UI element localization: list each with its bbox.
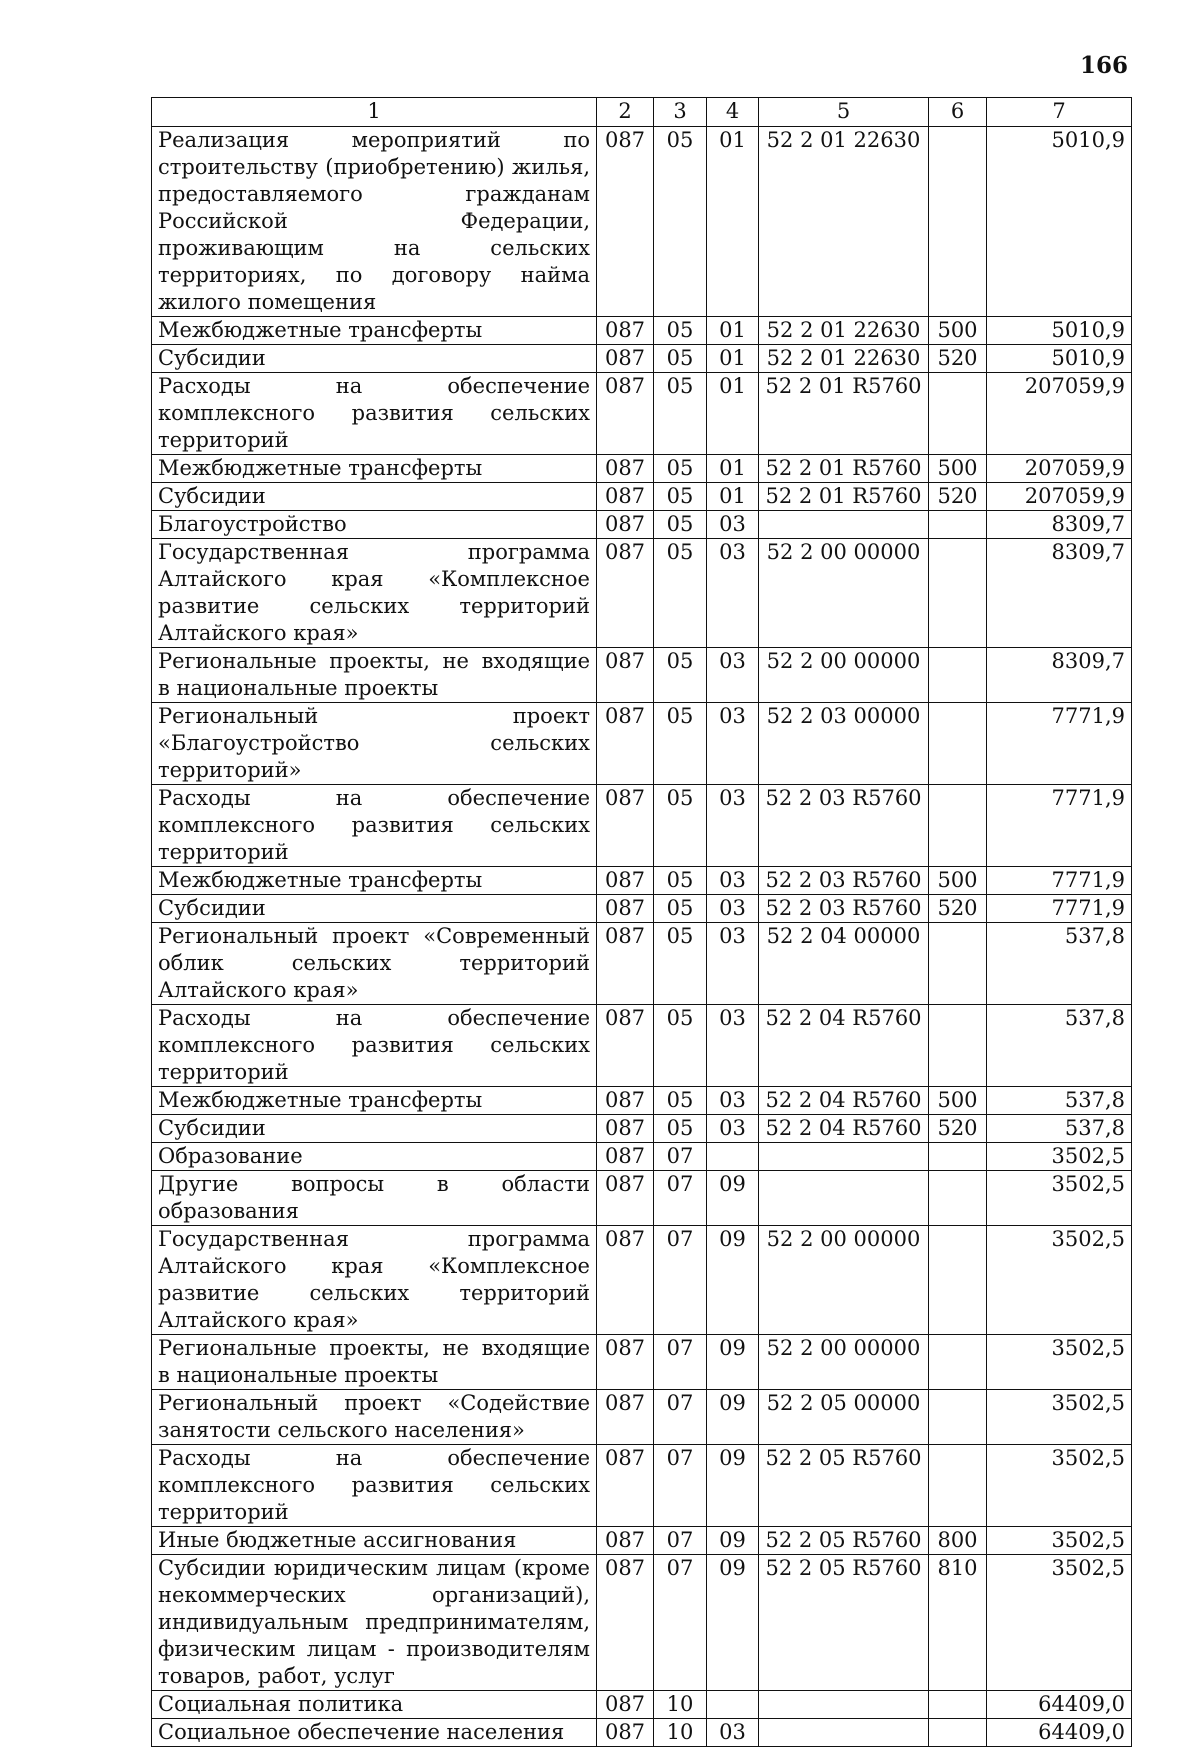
table-row	[152, 785, 1132, 867]
cell-amount: 7771,9	[987, 895, 1132, 923]
cell-row-name: Расходы на обеспечение комплексного развития сельских территорий	[152, 373, 597, 455]
cell-target-article-code: 52 2 04 00000	[759, 923, 929, 1005]
cell-admin-code: 087	[597, 895, 654, 923]
cell-admin-code: 087	[597, 127, 654, 317]
cell-target-article-code: 52 2 05 R5760	[759, 1527, 929, 1555]
cell-amount: 8309,7	[987, 511, 1132, 539]
cell-section-code: 05	[654, 923, 707, 1005]
cell-expense-type-code	[929, 923, 987, 1005]
cell-target-article-code: 52 2 01 R5760	[759, 483, 929, 511]
table-row	[152, 1445, 1132, 1527]
cell-admin-code: 087	[597, 511, 654, 539]
cell-section-code: 07	[654, 1335, 707, 1390]
cell-expense-type-code: 520	[929, 345, 987, 373]
cell-section-code: 07	[654, 1171, 707, 1226]
cell-amount: 537,8	[987, 1115, 1132, 1143]
cell-subsection-code: 03	[707, 895, 759, 923]
cell-section-code: 05	[654, 867, 707, 895]
table-row	[152, 1226, 1132, 1335]
cell-target-article-code: 52 2 01 R5760	[759, 373, 929, 455]
cell-admin-code: 087	[597, 648, 654, 703]
table-row	[152, 895, 1132, 923]
cell-target-article-code: 52 2 05 R5760	[759, 1445, 929, 1527]
cell-section-code: 07	[654, 1143, 707, 1171]
cell-subsection-code: 01	[707, 345, 759, 373]
cell-expense-type-code	[929, 539, 987, 648]
cell-amount: 3502,5	[987, 1226, 1132, 1335]
cell-row-name: Региональные проекты, не входящие в национальные проекты	[152, 1335, 597, 1390]
cell-admin-code: 087	[597, 785, 654, 867]
cell-target-article-code	[759, 1719, 929, 1747]
cell-section-code: 05	[654, 127, 707, 317]
table-row	[152, 648, 1132, 703]
cell-expense-type-code: 500	[929, 1087, 987, 1115]
cell-subsection-code: 09	[707, 1527, 759, 1555]
cell-admin-code: 087	[597, 867, 654, 895]
cell-target-article-code: 52 2 00 00000	[759, 1335, 929, 1390]
cell-amount: 7771,9	[987, 703, 1132, 785]
table-row	[152, 1691, 1132, 1719]
cell-target-article-code: 52 2 03 R5760	[759, 785, 929, 867]
cell-subsection-code: 03	[707, 511, 759, 539]
cell-admin-code: 087	[597, 923, 654, 1005]
cell-target-article-code: 52 2 00 00000	[759, 1226, 929, 1335]
cell-amount: 64409,0	[987, 1719, 1132, 1747]
cell-target-article-code: 52 2 05 00000	[759, 1390, 929, 1445]
cell-admin-code: 087	[597, 539, 654, 648]
column-header: 3	[654, 98, 707, 127]
table-row	[152, 1335, 1132, 1390]
cell-amount: 3502,5	[987, 1335, 1132, 1390]
cell-target-article-code	[759, 1691, 929, 1719]
cell-admin-code: 087	[597, 373, 654, 455]
cell-expense-type-code	[929, 1143, 987, 1171]
cell-amount: 537,8	[987, 923, 1132, 1005]
cell-target-article-code	[759, 1171, 929, 1226]
cell-admin-code: 087	[597, 1719, 654, 1747]
cell-subsection-code: 03	[707, 648, 759, 703]
cell-target-article-code: 52 2 04 R5760	[759, 1087, 929, 1115]
cell-subsection-code: 09	[707, 1555, 759, 1691]
table-row	[152, 1390, 1132, 1445]
table-row	[152, 511, 1132, 539]
table-row	[152, 1087, 1132, 1115]
cell-expense-type-code	[929, 785, 987, 867]
cell-amount: 3502,5	[987, 1390, 1132, 1445]
table-row	[152, 127, 1132, 317]
cell-admin-code: 087	[597, 1691, 654, 1719]
cell-admin-code: 087	[597, 1445, 654, 1527]
cell-amount: 207059,9	[987, 455, 1132, 483]
cell-amount: 64409,0	[987, 1691, 1132, 1719]
column-header: 2	[597, 98, 654, 127]
cell-subsection-code: 03	[707, 1115, 759, 1143]
cell-admin-code: 087	[597, 1226, 654, 1335]
cell-amount: 5010,9	[987, 127, 1132, 317]
cell-row-name: Межбюджетные трансферты	[152, 867, 597, 895]
cell-section-code: 10	[654, 1719, 707, 1747]
cell-subsection-code: 01	[707, 127, 759, 317]
table-header-row	[152, 98, 1132, 127]
table-row	[152, 1171, 1132, 1226]
cell-expense-type-code	[929, 1226, 987, 1335]
cell-section-code: 05	[654, 1005, 707, 1087]
cell-expense-type-code: 500	[929, 867, 987, 895]
cell-admin-code: 087	[597, 1115, 654, 1143]
cell-target-article-code: 52 2 00 00000	[759, 648, 929, 703]
cell-admin-code: 087	[597, 1527, 654, 1555]
cell-subsection-code: 03	[707, 703, 759, 785]
cell-amount: 8309,7	[987, 648, 1132, 703]
cell-target-article-code: 52 2 03 R5760	[759, 895, 929, 923]
cell-expense-type-code	[929, 1005, 987, 1087]
cell-expense-type-code	[929, 1445, 987, 1527]
cell-target-article-code: 52 2 05 R5760	[759, 1555, 929, 1691]
cell-section-code: 05	[654, 345, 707, 373]
cell-admin-code: 087	[597, 317, 654, 345]
table-row	[152, 373, 1132, 455]
cell-subsection-code: 09	[707, 1445, 759, 1527]
table-row	[152, 317, 1132, 345]
cell-admin-code: 087	[597, 1087, 654, 1115]
cell-target-article-code: 52 2 03 00000	[759, 703, 929, 785]
cell-amount: 537,8	[987, 1005, 1132, 1087]
table-row	[152, 1719, 1132, 1747]
table-row	[152, 455, 1132, 483]
cell-target-article-code: 52 2 01 22630	[759, 127, 929, 317]
page-number: 166	[1080, 52, 1129, 79]
cell-target-article-code	[759, 511, 929, 539]
cell-section-code: 05	[654, 703, 707, 785]
cell-section-code: 07	[654, 1390, 707, 1445]
cell-subsection-code: 09	[707, 1335, 759, 1390]
cell-section-code: 07	[654, 1555, 707, 1691]
budget-table	[151, 97, 1132, 1747]
cell-subsection-code	[707, 1143, 759, 1171]
cell-target-article-code: 52 2 00 00000	[759, 539, 929, 648]
cell-row-name: Социальное обеспечение населения	[152, 1719, 597, 1747]
cell-admin-code: 087	[597, 1143, 654, 1171]
cell-subsection-code: 09	[707, 1171, 759, 1226]
cell-section-code: 05	[654, 483, 707, 511]
cell-expense-type-code: 520	[929, 1115, 987, 1143]
cell-subsection-code: 01	[707, 317, 759, 345]
cell-section-code: 05	[654, 1087, 707, 1115]
cell-expense-type-code	[929, 1691, 987, 1719]
cell-row-name: Субсидии юридическим лицам (кроме некоммерческих организаций), индивидуальным предпринимателям, физическим лицам - производителям товаров, работ, услуг	[152, 1555, 597, 1691]
cell-section-code: 05	[654, 373, 707, 455]
table-row	[152, 1527, 1132, 1555]
cell-expense-type-code: 500	[929, 455, 987, 483]
cell-section-code: 05	[654, 895, 707, 923]
cell-admin-code: 087	[597, 703, 654, 785]
cell-expense-type-code	[929, 127, 987, 317]
cell-target-article-code	[759, 1143, 929, 1171]
column-header: 5	[759, 98, 929, 127]
cell-subsection-code: 09	[707, 1390, 759, 1445]
cell-section-code: 10	[654, 1691, 707, 1719]
cell-subsection-code: 03	[707, 1005, 759, 1087]
cell-row-name: Межбюджетные трансферты	[152, 1087, 597, 1115]
cell-admin-code: 087	[597, 345, 654, 373]
table-row	[152, 867, 1132, 895]
cell-row-name: Другие вопросы в области образования	[152, 1171, 597, 1226]
cell-subsection-code: 03	[707, 867, 759, 895]
cell-target-article-code: 52 2 04 R5760	[759, 1115, 929, 1143]
cell-section-code: 07	[654, 1226, 707, 1335]
cell-section-code: 05	[654, 1115, 707, 1143]
cell-section-code: 07	[654, 1527, 707, 1555]
cell-expense-type-code	[929, 1335, 987, 1390]
cell-target-article-code: 52 2 04 R5760	[759, 1005, 929, 1087]
cell-row-name: Социальная политика	[152, 1691, 597, 1719]
cell-row-name: Государственная программа Алтайского края «Комплексное развитие сельских территорий Алтайского края»	[152, 1226, 597, 1335]
cell-row-name: Региональный проект «Содействие занятости сельского населения»	[152, 1390, 597, 1445]
cell-expense-type-code	[929, 373, 987, 455]
cell-row-name: Благоустройство	[152, 511, 597, 539]
cell-subsection-code: 03	[707, 785, 759, 867]
cell-row-name: Иные бюджетные ассигнования	[152, 1527, 597, 1555]
cell-target-article-code: 52 2 03 R5760	[759, 867, 929, 895]
cell-admin-code: 087	[597, 1555, 654, 1691]
cell-row-name: Государственная программа Алтайского края «Комплексное развитие сельских территорий Алтайского края»	[152, 539, 597, 648]
cell-admin-code: 087	[597, 455, 654, 483]
cell-amount: 5010,9	[987, 317, 1132, 345]
cell-amount: 7771,9	[987, 867, 1132, 895]
cell-expense-type-code	[929, 1719, 987, 1747]
cell-admin-code: 087	[597, 483, 654, 511]
cell-subsection-code: 01	[707, 455, 759, 483]
cell-amount: 3502,5	[987, 1143, 1132, 1171]
cell-expense-type-code: 800	[929, 1527, 987, 1555]
cell-admin-code: 087	[597, 1005, 654, 1087]
cell-section-code: 05	[654, 455, 707, 483]
cell-section-code: 05	[654, 317, 707, 345]
cell-expense-type-code: 520	[929, 483, 987, 511]
cell-subsection-code: 03	[707, 1719, 759, 1747]
column-header: 1	[152, 98, 597, 127]
column-header: 4	[707, 98, 759, 127]
cell-subsection-code: 09	[707, 1226, 759, 1335]
cell-expense-type-code	[929, 1171, 987, 1226]
table-row	[152, 1115, 1132, 1143]
cell-amount: 8309,7	[987, 539, 1132, 648]
cell-section-code: 05	[654, 511, 707, 539]
cell-row-name: Расходы на обеспечение комплексного развития сельских территорий	[152, 1005, 597, 1087]
cell-subsection-code: 01	[707, 483, 759, 511]
cell-section-code: 05	[654, 539, 707, 648]
cell-amount: 207059,9	[987, 483, 1132, 511]
cell-amount: 3502,5	[987, 1527, 1132, 1555]
cell-row-name: Субсидии	[152, 1115, 597, 1143]
table-row	[152, 1143, 1132, 1171]
column-header: 6	[929, 98, 987, 127]
cell-subsection-code: 03	[707, 1087, 759, 1115]
cell-subsection-code: 01	[707, 373, 759, 455]
cell-row-name: Образование	[152, 1143, 597, 1171]
cell-row-name: Субсидии	[152, 895, 597, 923]
cell-expense-type-code	[929, 648, 987, 703]
cell-amount: 3502,5	[987, 1555, 1132, 1691]
table-row	[152, 483, 1132, 511]
cell-section-code: 05	[654, 648, 707, 703]
cell-admin-code: 087	[597, 1171, 654, 1226]
cell-expense-type-code: 500	[929, 317, 987, 345]
cell-row-name: Региональный проект «Современный облик сельских территорий Алтайского края»	[152, 923, 597, 1005]
cell-subsection-code	[707, 1691, 759, 1719]
table-row	[152, 703, 1132, 785]
cell-amount: 207059,9	[987, 373, 1132, 455]
cell-expense-type-code	[929, 511, 987, 539]
cell-target-article-code: 52 2 01 22630	[759, 345, 929, 373]
cell-row-name: Региональный проект «Благоустройство сельских территорий»	[152, 703, 597, 785]
table-row	[152, 1555, 1132, 1691]
cell-row-name: Расходы на обеспечение комплексного развития сельских территорий	[152, 785, 597, 867]
cell-section-code: 05	[654, 785, 707, 867]
cell-row-name: Расходы на обеспечение комплексного развития сельских территорий	[152, 1445, 597, 1527]
cell-admin-code: 087	[597, 1390, 654, 1445]
cell-expense-type-code: 520	[929, 895, 987, 923]
cell-row-name: Субсидии	[152, 483, 597, 511]
cell-amount: 7771,9	[987, 785, 1132, 867]
cell-amount: 5010,9	[987, 345, 1132, 373]
cell-row-name: Межбюджетные трансферты	[152, 317, 597, 345]
cell-subsection-code: 03	[707, 539, 759, 648]
cell-row-name: Межбюджетные трансферты	[152, 455, 597, 483]
cell-target-article-code: 52 2 01 22630	[759, 317, 929, 345]
cell-expense-type-code	[929, 1390, 987, 1445]
table-row	[152, 1005, 1132, 1087]
cell-expense-type-code: 810	[929, 1555, 987, 1691]
cell-amount: 537,8	[987, 1087, 1132, 1115]
cell-row-name: Региональные проекты, не входящие в национальные проекты	[152, 648, 597, 703]
column-header: 7	[987, 98, 1132, 127]
table-row	[152, 539, 1132, 648]
cell-admin-code: 087	[597, 1335, 654, 1390]
cell-row-name: Реализация мероприятий по строительству (приобретению) жилья, предоставляемого гражданам Российской Федерации, проживающим на сельских территориях, по договору найма жилого помещения	[152, 127, 597, 317]
cell-expense-type-code	[929, 703, 987, 785]
cell-target-article-code: 52 2 01 R5760	[759, 455, 929, 483]
table-row	[152, 923, 1132, 1005]
cell-section-code: 07	[654, 1445, 707, 1527]
cell-subsection-code: 03	[707, 923, 759, 1005]
cell-amount: 3502,5	[987, 1171, 1132, 1226]
cell-row-name: Субсидии	[152, 345, 597, 373]
table-body	[152, 127, 1132, 1747]
table-row	[152, 345, 1132, 373]
cell-amount: 3502,5	[987, 1445, 1132, 1527]
